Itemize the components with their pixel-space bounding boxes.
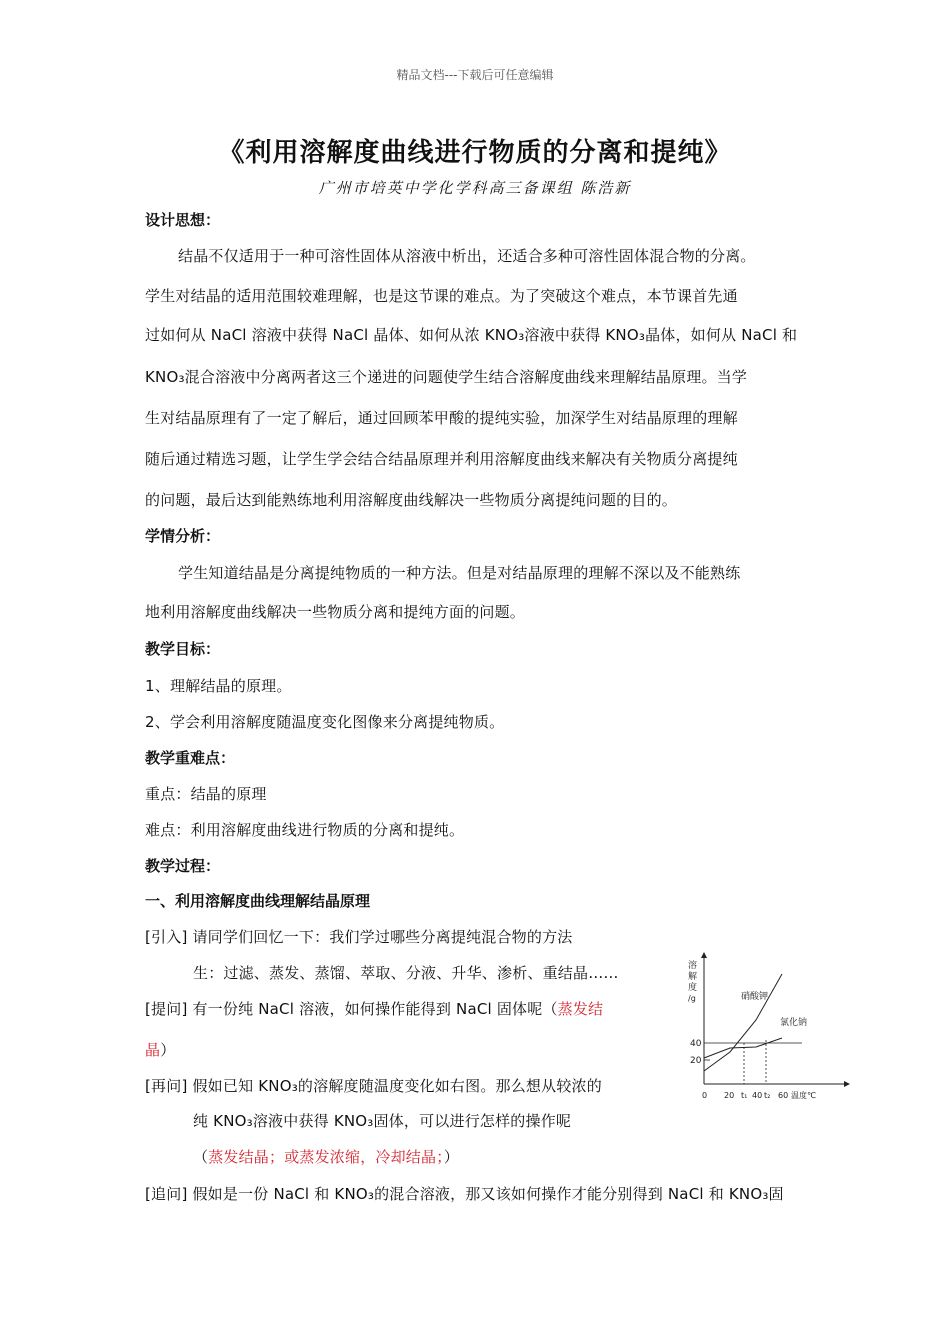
document-title: 《利用溶解度曲线进行物质的分离和提纯》	[218, 138, 732, 168]
design-line: 生对结晶原理有了一定了解后，通过回顾苯甲酸的提纯实验，加深学生对结晶原理的理解	[145, 409, 738, 427]
analysis-heading: 学情分析：	[145, 527, 221, 545]
design-line: 过如何从 NaCl 溶液中获得 NaCl 晶体、如何从浓 KNO₃溶液中获得 KNO₃晶体，如何从 NaCl 和	[145, 326, 798, 344]
author-line: 广州市培英中学化学科高三备课组 陈浩新	[318, 179, 632, 197]
student-answer: 生：过滤、蒸发、蒸馏、萃取、分液、升华、渗析、重结晶……	[193, 964, 619, 982]
y-label-char: /g	[688, 994, 696, 1003]
question-line	[145, 998, 603, 1019]
nacl-curve	[704, 1038, 782, 1058]
x-axis-label: 温度℃	[791, 1091, 816, 1100]
question-line-cont	[145, 1039, 175, 1060]
design-heading: 设计思想：	[145, 211, 221, 229]
x-tick-label: 20	[724, 1091, 735, 1100]
goal-item: 2、学会利用溶解度随温度变化图像来分离提纯物质。	[145, 713, 505, 731]
y-tick-label: 20	[690, 1056, 702, 1066]
x-tick-label: t₁	[741, 1091, 748, 1100]
difficult-point: 难点：利用溶解度曲线进行物质的分离和提纯。	[145, 821, 465, 839]
close-paren: ）	[443, 1148, 460, 1166]
design-line: KNO₃混合溶液中分离两者这三个递进的问题使学生结合溶解度曲线来理解结晶原理。当学	[145, 368, 748, 386]
question-line: [再问] 假如已知 KNO₃的溶解度随温度变化如右图。那么想从较浓的	[145, 1077, 602, 1095]
answer-text: 蒸发结晶；或蒸发浓缩，冷却结晶；	[208, 1148, 444, 1166]
goal-item: 1、理解结晶的原理。	[145, 677, 292, 695]
intro-line: [引入] 请同学们回忆一下：我们学过哪些分离提纯混合物的方法	[145, 928, 573, 946]
y-label-char: 度	[688, 983, 698, 993]
solubility-figure	[684, 950, 854, 1110]
design-line: 结晶不仅适用于一种可溶性固体从溶液中析出，还适合多种可溶性固体混合物的分离。	[178, 247, 756, 265]
y-axis-arrow	[701, 952, 707, 958]
analysis-line: 学生知道结晶是分离提纯物质的一种方法。但是对结晶原理的理解不深以及不能熟练	[178, 564, 741, 582]
answer-text: 晶	[145, 1041, 161, 1059]
answer-line	[193, 1146, 459, 1167]
x-axis-arrow	[844, 1081, 850, 1087]
x-tick-label: t₂	[764, 1091, 771, 1100]
design-line: 学生对结晶的适用范围较难理解，也是这节课的难点。为了突破这个难点，本节课首先通	[145, 287, 738, 305]
kno3-label: 硝酸钾	[741, 992, 769, 1002]
process-heading: 教学过程：	[145, 857, 221, 875]
x-tick-label: 60	[778, 1091, 789, 1100]
x-tick-label: 0	[702, 1091, 708, 1100]
question-text: [提问] 有一份纯 NaCl 溶液，如何操作能得到 NaCl 固体呢（	[145, 1000, 558, 1018]
design-line: 随后通过精选习题，让学生学会结合结晶原理并利用溶解度曲线来解决有关物质分离提纯	[145, 450, 738, 468]
question-line: 纯 KNO₃溶液中获得 KNO₃固体，可以进行怎样的操作呢	[193, 1112, 572, 1130]
open-paren: （	[193, 1148, 209, 1166]
nacl-label: 氯化钠	[780, 1018, 808, 1028]
y-label-char: 解	[688, 972, 698, 982]
question-line: [追问] 假如是一份 NaCl 和 KNO₃的混合溶液，那又该如何操作才能分别得到 NaCl 和 KNO₃固	[145, 1185, 784, 1203]
keypoints-heading: 教学重难点：	[145, 749, 236, 767]
close-paren: ）	[160, 1041, 176, 1059]
y-label-char: 溶	[688, 961, 698, 971]
section-heading: 一、利用溶解度曲线理解结晶原理	[145, 892, 371, 910]
key-point: 重点：结晶的原理	[145, 785, 267, 803]
analysis-line: 地利用溶解度曲线解决一些物质分离和提纯方面的问题。	[145, 603, 526, 621]
y-tick-label: 40	[690, 1039, 702, 1049]
watermark-header: 精品文档---下载后可任意编辑	[396, 68, 554, 82]
x-tick-label: 40	[752, 1091, 763, 1100]
answer-text: 蒸发结	[557, 1000, 604, 1018]
goals-heading: 教学目标：	[145, 640, 221, 658]
design-line: 的问题，最后达到能熟练地利用溶解度曲线解决一些物质分离提纯问题的目的。	[145, 491, 678, 509]
kno3-curve	[704, 974, 782, 1071]
solubility-chart	[684, 950, 854, 1110]
